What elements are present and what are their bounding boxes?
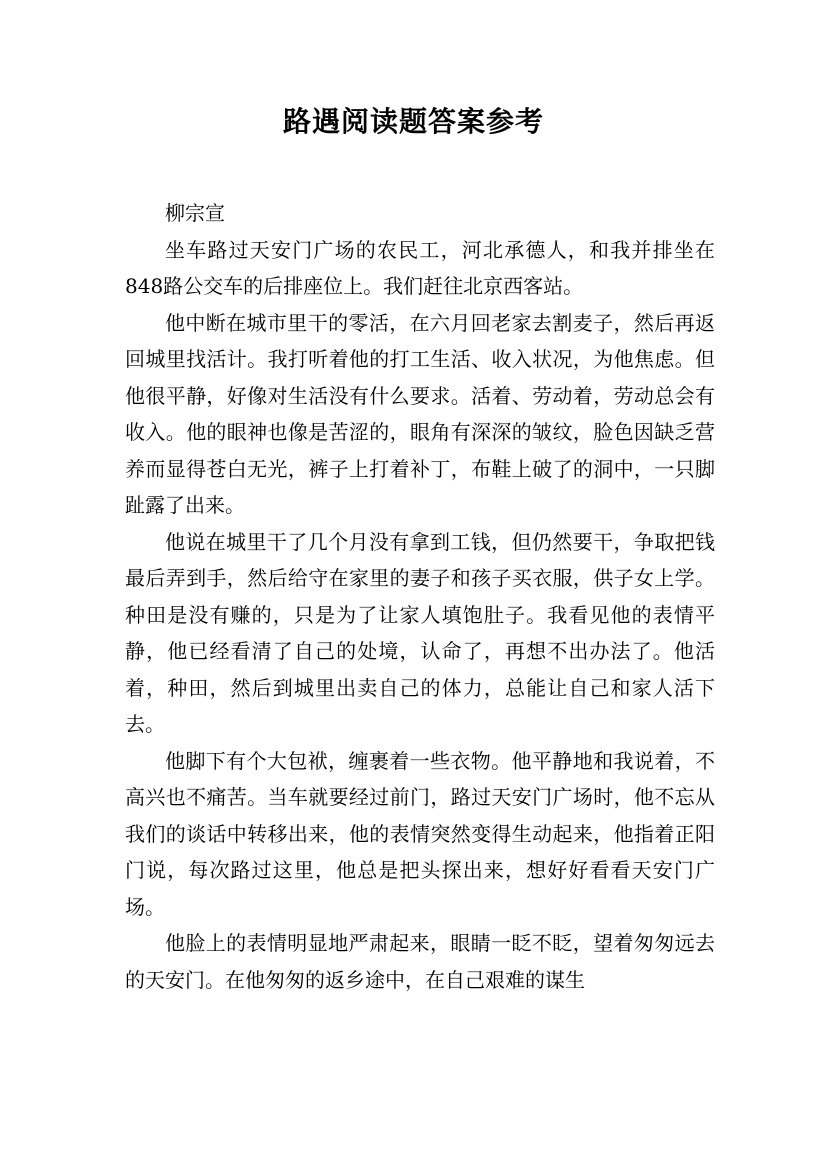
document-body [125,195,715,998]
paragraph-3: 他说在城里干了几个月没有拿到工钱，但仍然要干，争取把钱最后弄到手，然后给守在家里的妻子和孩子买衣服，供子女上学。种田是没有赚的，只是为了让家人填饱肚子。我看见他的表情平静，他已经看清了自己的处境，认命了，再想不出办法了。他活着，种田，然后到城里出卖自己的体力，总能让自己和家人活下去。 [125,529,715,736]
document-title: 路遇阅读题答案参考 [282,105,544,138]
paragraph-4: 他脚下有个大包袱，缠裹着一些衣物。他平静地和我说着，不高兴也不痛苦。当车就要经过前门，路过天安门广场时，他不忘从我们的谈话中转移出来，他的表情突然变得生动起来，他指着正阳门说，每次路过这里，他总是把头探出来，想好好看看天安门广场。 [125,748,715,919]
author-line: 柳宗宣 [165,201,225,225]
paragraph-1: 坐车路过天安门广场的农民工，河北承德人，和我并排坐在848路公交车的后排座位上。我们赶往北京西客站。 [125,237,715,298]
paragraph-5: 他脸上的表情明显地严肃起来，眼睛一眨不眨，望着匆匆远去的天安门。在他匆匆的返乡途中，在自己艰难的谋生 [125,931,715,992]
paragraph-2: 他中断在城市里干的零活，在六月回老家去割麦子，然后再返回城里找活计。我打听着他的打工生活、收入状况，为他焦虑。但他很平静，好像对生活没有什么要求。活着、劳动着，劳动总会有收入。他的眼神也像是苦涩的，眼角有深深的皱纹，脸色因缺乏营养而显得苍白无光，裤子上打着补丁，布鞋上破了的洞中，一只脚趾露了出来。 [125,310,715,517]
